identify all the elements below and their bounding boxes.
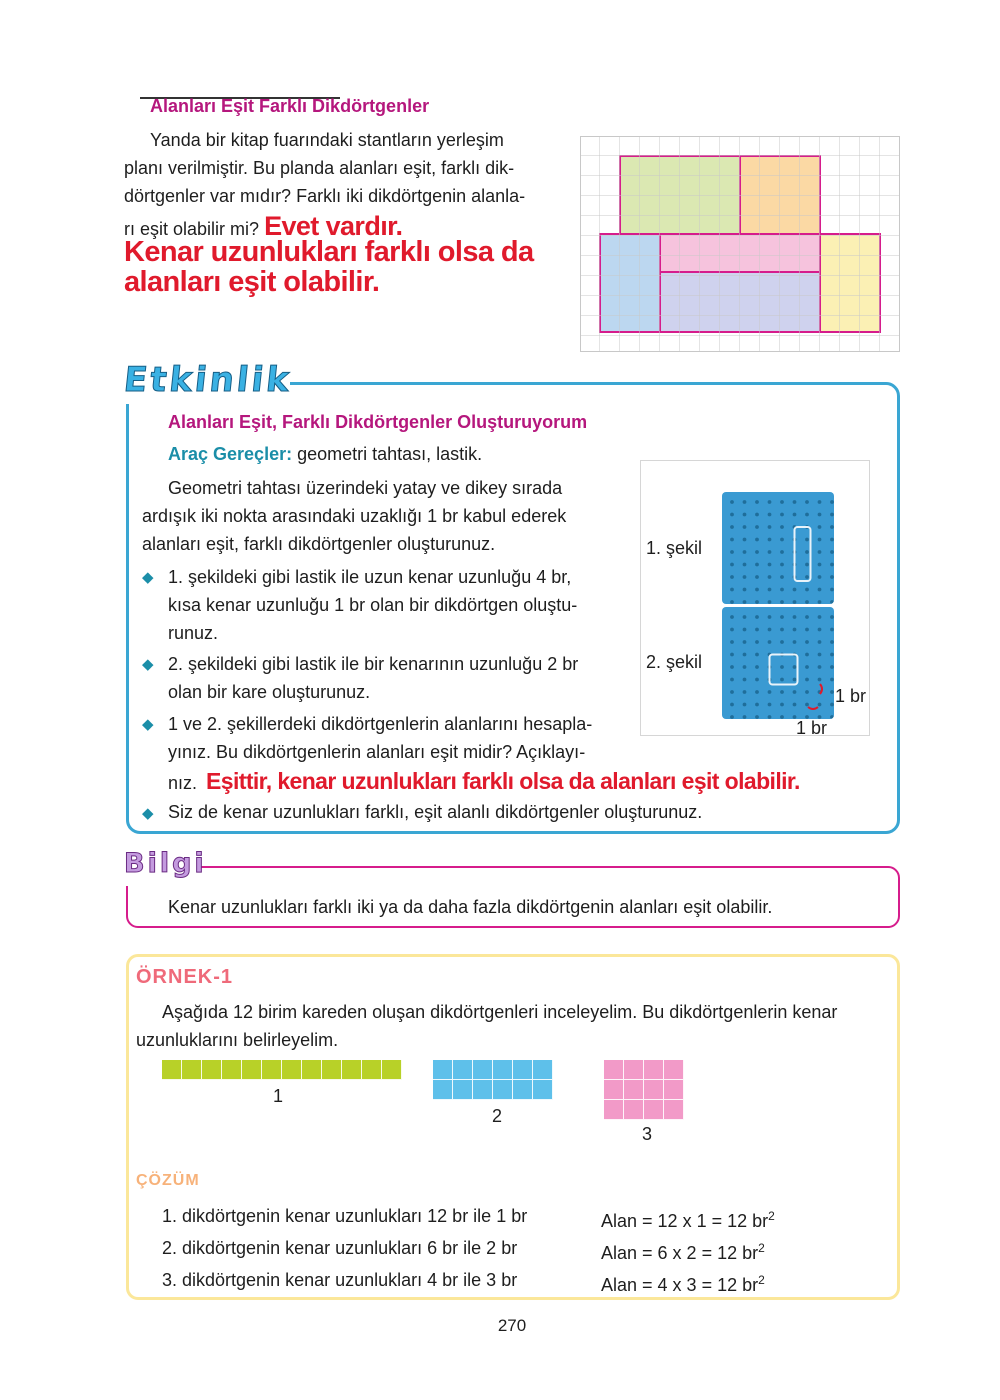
bottom-unit-label: 1 br [796, 718, 828, 738]
unit-square [644, 1080, 664, 1100]
figure-2-label: 2. şekil [646, 652, 703, 672]
bullet-icon: ◆ [142, 805, 154, 822]
intro-line: Yanda bir kitap fuarındaki stantların yerleşim [150, 130, 504, 150]
activity-title: Alanları Eşit, Farklı Dikdörtgenler Oluşturuyorum [168, 412, 588, 432]
example-line: uzunluklarını belirleyelim. [136, 1030, 339, 1050]
solution-row [162, 1266, 862, 1294]
unit-square [182, 1060, 202, 1080]
unit-square [533, 1060, 553, 1080]
activity-badge: Etkinlik [121, 360, 294, 400]
side-unit-label: 1 br [835, 686, 867, 706]
unit-square [604, 1080, 624, 1100]
solution-text: 2. dikdörtgenin kenar uzunlukları 6 br ile 2 br [162, 1238, 518, 1258]
unit-square [382, 1060, 402, 1080]
page-number: 270 [497, 1316, 527, 1335]
unit-square [342, 1060, 362, 1080]
info-badge: Bilgi [124, 848, 207, 879]
unit-square [322, 1060, 342, 1080]
tools-value: geometri tahtası, lastik. [297, 444, 483, 464]
bullet-1-line: 1. şekildeki gibi lastik ile uzun kenar uzunluğu 4 br, [168, 567, 572, 587]
activity-tools [168, 440, 482, 468]
geoboard-2 [722, 607, 834, 719]
intro-line-end: rı eşit olabilir mi? [124, 219, 260, 239]
example-text [136, 998, 896, 1054]
unit-square [664, 1060, 684, 1080]
solution-formula-main: Alan = 12 x 1 = 12 br [601, 1211, 769, 1231]
activity-intro [142, 474, 618, 558]
bullet-3-line: yınız. Bu dikdörtgenlerin alanları eşit midir? Açıklayı- [168, 742, 586, 762]
intro-line: planı verilmiştir. Bu planda alanları eşit, farklı dik- [124, 158, 515, 178]
handwritten-answer-inline: Evet vardır. [264, 211, 403, 241]
unit-square [473, 1080, 493, 1100]
floor-plan-grid [580, 136, 900, 352]
unit-square [664, 1080, 684, 1100]
solution-exponent: 2 [758, 1241, 765, 1255]
unit-square [624, 1080, 644, 1100]
unit-square [493, 1060, 513, 1080]
bullet-4: Siz de kenar uzunlukları farklı, eşit alanlı dikdörtgenler oluşturunuz. [168, 802, 703, 822]
rect-label-2: 2 [492, 1106, 503, 1126]
bullet-1-line: kısa kenar uzunluğu 1 br olan bir dikdörtgen oluştu- [168, 595, 578, 615]
bullet-3-line-last [168, 766, 858, 798]
example-badge: ÖRNEK-1 [136, 966, 234, 988]
unit-square [604, 1060, 624, 1080]
tools-label: Araç Gereçler: [168, 444, 293, 464]
unit-square [433, 1060, 453, 1080]
unit-square [604, 1100, 624, 1120]
intro-line: dörtgenler var mıdır? Farklı iki dikdörtgenin alanla- [124, 186, 526, 206]
unit-rectangle-2 [433, 1060, 553, 1100]
unit-square [262, 1060, 282, 1080]
unit-square [513, 1060, 533, 1080]
bullet-2-line: 2. şekildeki gibi lastik ile bir kenarının uzunluğu 2 br [168, 654, 579, 674]
unit-square [644, 1060, 664, 1080]
unit-square [282, 1060, 302, 1080]
solution-formula [601, 1202, 775, 1235]
unit-square [493, 1080, 513, 1100]
solution-exponent: 2 [768, 1209, 775, 1223]
bullet-1-line: runuz. [168, 623, 219, 643]
unit-square [362, 1060, 382, 1080]
handwritten-answer-line: alanları eşit olabilir. [124, 266, 380, 298]
unit-square [453, 1080, 473, 1100]
figure-1-label: 1. şekil [646, 538, 703, 558]
unit-square [664, 1100, 684, 1120]
unit-square [644, 1100, 664, 1120]
solution-formula-main: Alan = 4 x 3 = 12 br [601, 1275, 759, 1295]
intro-paragraph [124, 126, 556, 245]
bullet-icon: ◆ [142, 569, 154, 586]
solution-badge: ÇÖZÜM [136, 1172, 200, 1189]
info-text: Kenar uzunlukları farklı iki ya da daha fazla dikdörtgenin alanları eşit olabilir. [168, 897, 773, 917]
unit-square [302, 1060, 322, 1080]
solution-row [162, 1234, 862, 1262]
solution-formula [601, 1234, 765, 1267]
rect-label-3: 3 [642, 1124, 653, 1144]
unit-square [202, 1060, 222, 1080]
activity-intro-line: Geometri tahtası üzerindeki yatay ve dikey sırada [168, 478, 563, 498]
bullet-2-line: olan bir kare oluşturunuz. [168, 682, 371, 702]
unit-square [242, 1060, 262, 1080]
unit-square [513, 1080, 533, 1100]
handwritten-answer-activity: Eşittir, kenar uzunlukları farklı olsa da alanları eşit olabilir. [206, 768, 800, 794]
activity-intro-line: alanları eşit, farklı dikdörtgenler oluşturunuz. [142, 534, 496, 554]
solution-formula-main: Alan = 6 x 2 = 12 br [601, 1243, 759, 1263]
unit-square [624, 1100, 644, 1120]
solution-formula [601, 1266, 765, 1299]
rect-label-1: 1 [273, 1086, 284, 1106]
unit-rectangle-1 [162, 1060, 402, 1080]
solution-exponent: 2 [758, 1273, 765, 1287]
unit-square [162, 1060, 182, 1080]
unit-square [433, 1080, 453, 1100]
unit-square [473, 1060, 493, 1080]
geoboard-1 [722, 492, 834, 604]
bullet-3-line-end: nız. [168, 773, 198, 793]
section-title: Alanları Eşit Farklı Dikdörtgenler [150, 96, 430, 116]
activity-intro-line: ardışık iki nokta arasındaki uzaklığı 1 br kabul ederek [142, 506, 567, 526]
unit-square [624, 1060, 644, 1080]
bullet-1 [168, 563, 618, 647]
unit-rectangle-3 [604, 1060, 684, 1120]
solution-text: 1. dikdörtgenin kenar uzunlukları 12 br ile 1 br [162, 1206, 528, 1226]
unit-square [453, 1060, 473, 1080]
bullet-icon: ◆ [142, 716, 154, 733]
example-line: Aşağıda 12 birim kareden oluşan dikdörtgenleri inceleyelim. Bu dikdörtgenlerin kenar [162, 1002, 838, 1022]
bullet-3-line: 1 ve 2. şekillerdeki dikdörtgenlerin alanlarını hesapla- [168, 714, 593, 734]
unit-square [222, 1060, 242, 1080]
solution-row [162, 1202, 862, 1230]
handwritten-answer-line: Kenar uzunlukları farklı olsa da [124, 236, 534, 268]
bullet-2 [168, 650, 618, 706]
solution-text: 3. dikdörtgenin kenar uzunlukları 4 br ile 3 br [162, 1270, 518, 1290]
unit-square [533, 1080, 553, 1100]
bullet-icon: ◆ [142, 656, 154, 673]
